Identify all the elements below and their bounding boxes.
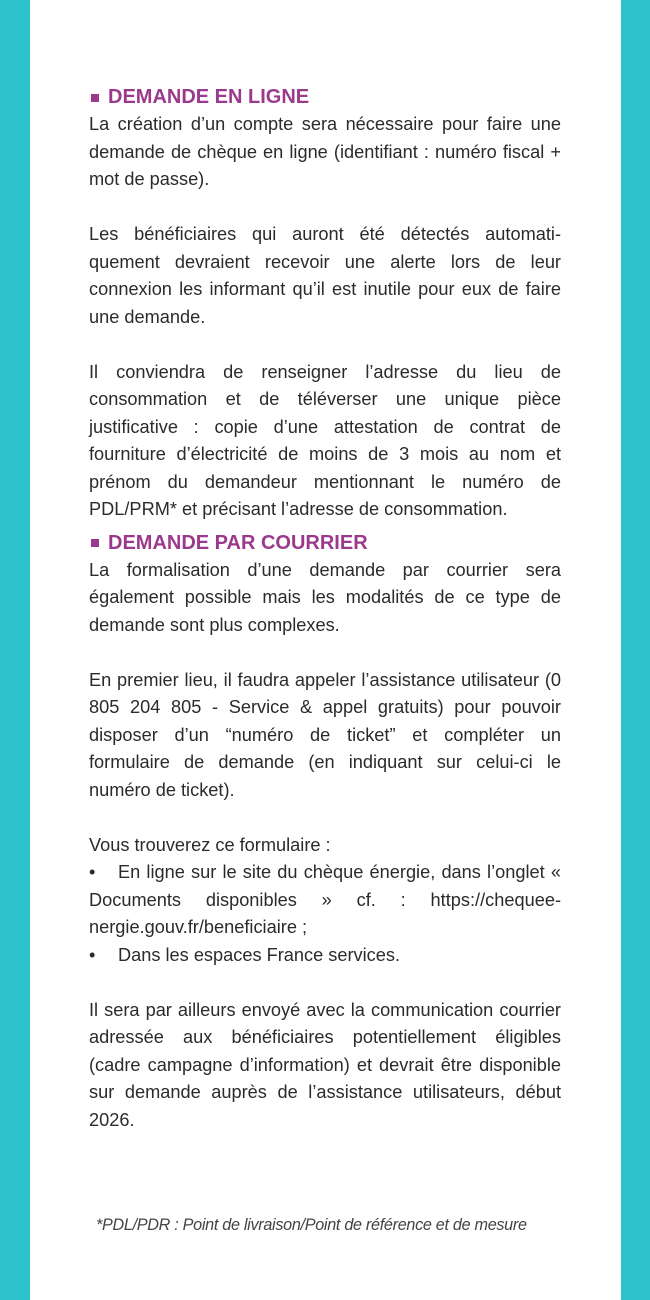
heading-bullet-square-icon xyxy=(91,94,99,102)
list-item xyxy=(89,859,561,942)
closing-paragraph: Il sera par ailleurs envoyé avec la communication courrier adressée aux bénéficiaires potentiellement éligibles (cadre campagne d’information) et devrait être disponible sur demande auprès de l’assistance utilisateurs, début 2026. xyxy=(89,999,561,1130)
online-paragraph-1: La création d’un compte sera nécessaire pour faire une demande de chèque en ligne (identifiant : numéro fiscal + mot de passe). xyxy=(89,114,561,189)
mail-paragraph-2: En premier lieu, il faudra appeler l’assistance utilisateur (0 805 204 805 - Service & appel gratuits) pour pouvoir disposer d’un “numéro de ticket” et compléter un formulaire de demande (en indiquant sur celui-ci le numéro de ticket). xyxy=(89,669,561,800)
right-teal-band xyxy=(621,0,650,1300)
online-paragraph-3: Il conviendra de renseigner l’adresse du lieu de consommation et de téléverser une unique pièce justificative : copie d’une attestation de contrat de fourniture d’électricité de moins de 3 mois au nom et prénom du demandeur mentionnant le numéro de PDL/PRM* et précisant l’adresse de consommation. xyxy=(89,361,561,519)
bullet-dot-icon: • xyxy=(89,944,96,965)
form-location-list xyxy=(89,859,561,969)
bullet-dot-icon: • xyxy=(89,862,96,882)
list-intro: Vous trouverez ce formulaire : xyxy=(89,834,331,855)
list-item-text: En ligne sur le site du chèque énergie, dans l’onglet « Documents disponibles » cf. : https://chequeenergie.gouv.fr/beneficiaire ; xyxy=(89,862,561,937)
heading-bullet-square-icon xyxy=(91,539,99,547)
online-paragraph-2: Les bénéficiaires qui auront été détectés automatiquement devraient recevoir une alerte lors de leur connexion les informant qu’il est inutile pour eux de faire une demande. xyxy=(89,224,561,327)
list-item-text: Dans les espaces France services. xyxy=(118,944,401,965)
list-item xyxy=(89,942,561,970)
mail-paragraph-1: La formalisation d’une demande par courrier sera également possible mais les modalités de ce type de demande sont plus complexes. xyxy=(89,559,561,635)
footnote: *PDL/PDR : Point de livraison/Point de référence et de mesure xyxy=(96,1216,527,1234)
section-heading-online xyxy=(89,84,561,111)
section-heading-mail-label: DEMANDE PAR COURRIER xyxy=(108,531,368,554)
section-heading-mail xyxy=(89,530,561,557)
left-teal-band xyxy=(0,0,30,1300)
document-body xyxy=(89,84,561,1134)
section-heading-online-label: DEMANDE EN LIGNE xyxy=(108,86,310,108)
